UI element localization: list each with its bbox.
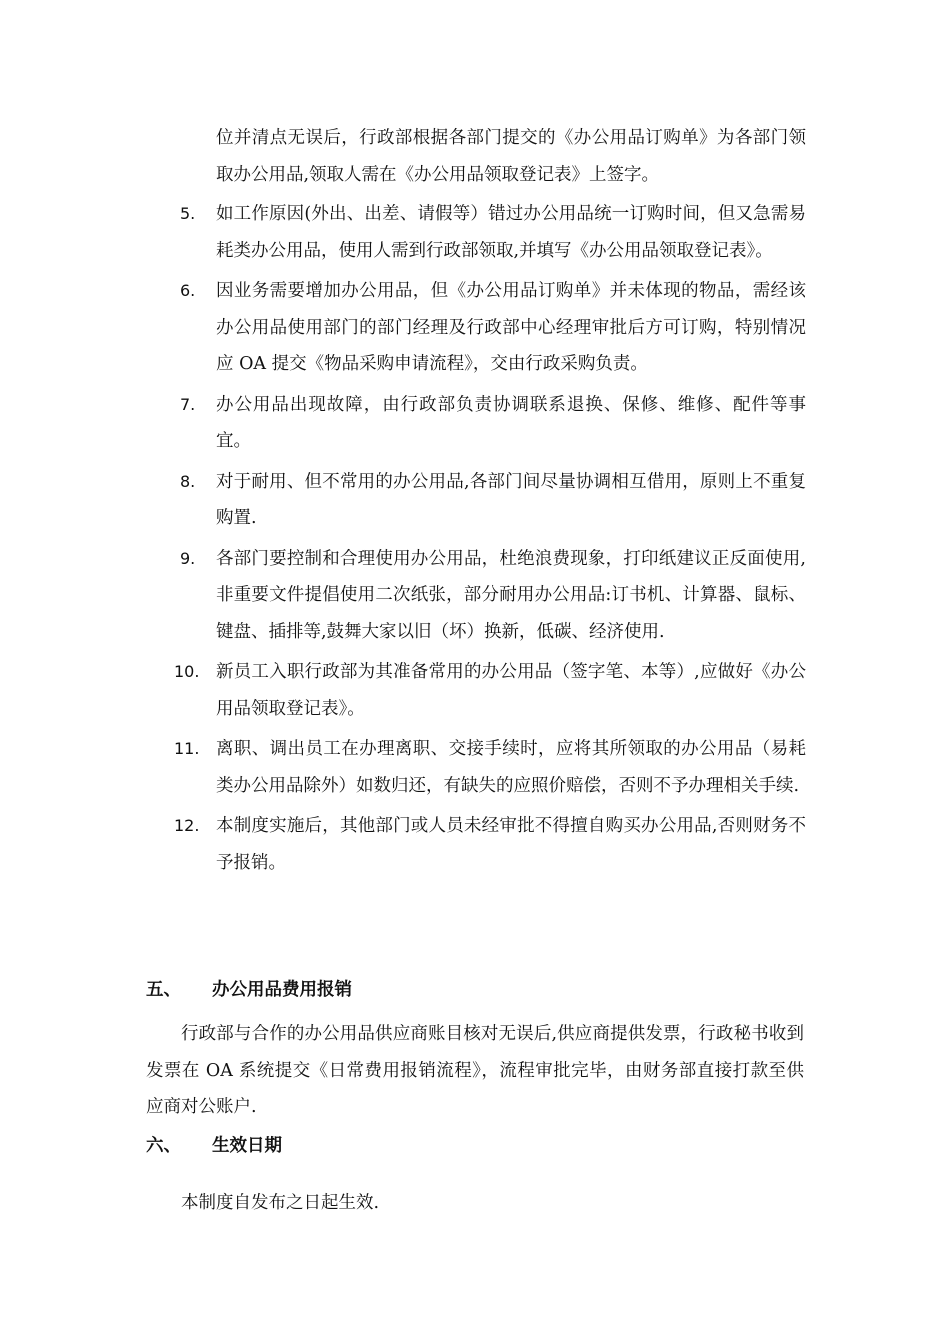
list-item	[174, 808, 806, 881]
effective-date-paragraph: 本制度自发布之日起生效.	[181, 1193, 380, 1213]
section-title: 生效日期	[212, 1136, 282, 1156]
list-number: 7.	[180, 394, 196, 414]
list-item	[180, 196, 806, 269]
list-number: 6.	[180, 281, 196, 300]
list-item	[180, 387, 806, 460]
list-number: 12.	[174, 816, 200, 835]
section-number: 六、	[146, 1136, 181, 1156]
list-item	[174, 731, 806, 804]
list-number: 11.	[174, 739, 200, 758]
list-item-text: 各部门要控制和合理使用办公用品，杜绝浪费现象，打印纸建议正反面使用,非重要文件提倡使用二次纸张，部分耐用办公用品:订书机、计算器、鼠标、键盘、插排等,鼓舞大家以旧（坏）换新，低碳、经济使用.	[216, 548, 806, 642]
list-item-text: 因业务需要增加办公用品，但《办公用品订购单》并未体现的物品，需经该办公用品使用部门的部门经理及行政部中心经理审批后方可订购，特别情况应 OA 提交《物品采购申请流程》，交由行政采购负责。	[216, 281, 806, 374]
list-item	[180, 541, 806, 651]
list-item-text: 对于耐用、但不常用的办公用品,各部门间尽量协调相互借用，原则上不重复购置.	[216, 471, 806, 528]
section-title: 办公用品费用报销	[212, 980, 352, 1000]
list-item	[180, 464, 806, 537]
reimbursement-paragraph: 行政部与合作的办公用品供应商账目核对无误后,供应商提供发票，行政秘书收到发票在 OA 系统提交《日常费用报销流程》，流程审批完毕，由财务部直接打款至供应商对公账户.	[146, 1024, 804, 1117]
list-item	[174, 654, 806, 727]
section-heading-effective-date	[146, 1128, 282, 1165]
list-item-text: 本制度实施后，其他部门或人员未经审批不得擅自购买办公用品,否则财务不予报销。	[216, 816, 806, 873]
section-number: 五、	[146, 980, 181, 1000]
list-number: 5.	[180, 204, 196, 223]
list-number: 10.	[174, 662, 200, 681]
list-item-text: 如工作原因(外出、出差、请假等）错过办公用品统一订购时间，但又急需易耗类办公用品，使用人需到行政部领取,并填写《办公用品领取登记表》。	[216, 204, 806, 261]
section-heading-reimbursement	[146, 972, 352, 1009]
list-item-text: 新员工入职行政部为其准备常用的办公用品（签字笔、本等）,应做好《办公用品领取登记表》。	[216, 662, 806, 719]
continued-text: 位并清点无误后，行政部根据各部门提交的《办公用品订购单》为各部门领取办公用品,领取人需在《办公用品领取登记表》上签字。	[216, 128, 806, 185]
rules-list	[0, 196, 950, 881]
list-number: 8.	[180, 471, 196, 491]
list-item	[180, 273, 806, 383]
list-number: 9.	[180, 548, 196, 568]
list-item-text: 办公用品出现故障，由行政部负责协调联系退换、保修、维修、配件等事宜。	[216, 394, 806, 451]
list-item-text: 离职、调出员工在办理离职、交接手续时，应将其所领取的办公用品（易耗类办公用品除外）如数归还，有缺失的应照价赔偿，否则不予办理相关手续.	[216, 739, 806, 796]
